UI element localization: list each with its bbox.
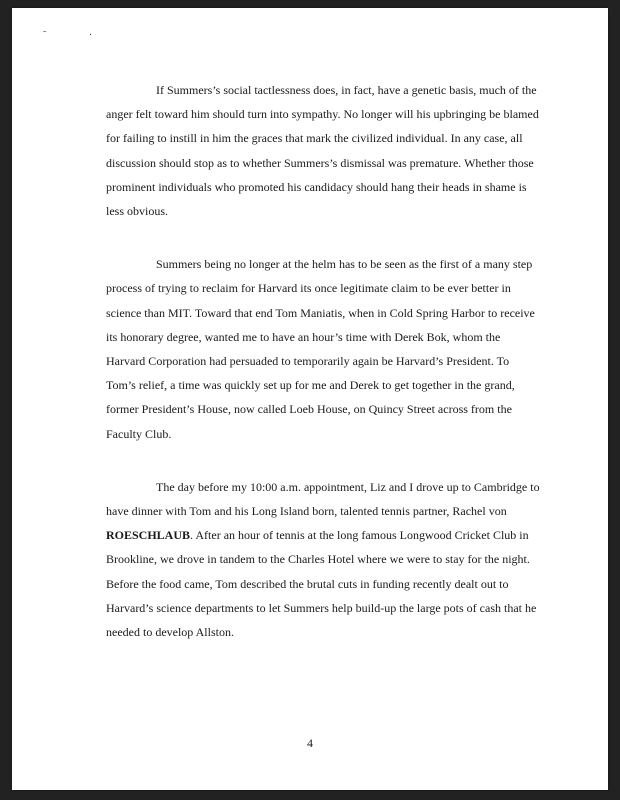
paragraph-2: Summers being no longer at the helm has to be seen as the first of a many step process of trying to reclaim for Harvard its once legitimate claim to be ever better in science than MIT. Toward that end Tom Maniatis, when in Cold Spring Harbor to receive its honorary degree, wanted me to have an hour’s time with Derek Bok, whom the Harvard Corporation had persuaded to temporarily again be Harvard’s President. To Tom’s relief, a time was quickly set up for me and Derek to get together in the grand, former President’s House, now called Loeb House, on Quincy Street across from the Faculty Club. — [106, 257, 535, 441]
paragraph-3-text-after: . After an hour of tennis at the long famous Longwood Cricket Club in Brookline, we drove in tandem to the Charles Hotel where we were to stay for the night. Before the food came, Tom described the brutal cuts in funding recently dealt out to Harvard’s science departments to let Summers help build-up the large pots of cash that he needed to develop Allston. — [106, 528, 537, 640]
page-number: 4 — [307, 736, 313, 750]
document-page — [12, 8, 608, 790]
corner-marks: ˜ · — [43, 30, 113, 41]
page-body — [106, 78, 540, 673]
paragraph-3-text-before: The day before my 10:00 a.m. appointment, Liz and I drove up to Cambridge to have dinner with Tom and his Long Island born, talented tennis partner, Rachel von — [106, 479, 540, 519]
bold-surname: ROESCHLAUB — [106, 528, 191, 543]
paragraph-3 — [106, 475, 540, 644]
paragraph-1: If Summers’s social tactlessness does, in fact, have a genetic basis, much of the anger felt toward him should turn into sympathy. No longer will his upbringing be blamed for failing to instill in him the graces that mark the civilized individual. In any case, all discussion should stop as to whether Summers’s dismissal was premature. Whether those prominent individuals who promoted his candidacy should hang their heads in shame is less obvious. — [106, 83, 539, 219]
